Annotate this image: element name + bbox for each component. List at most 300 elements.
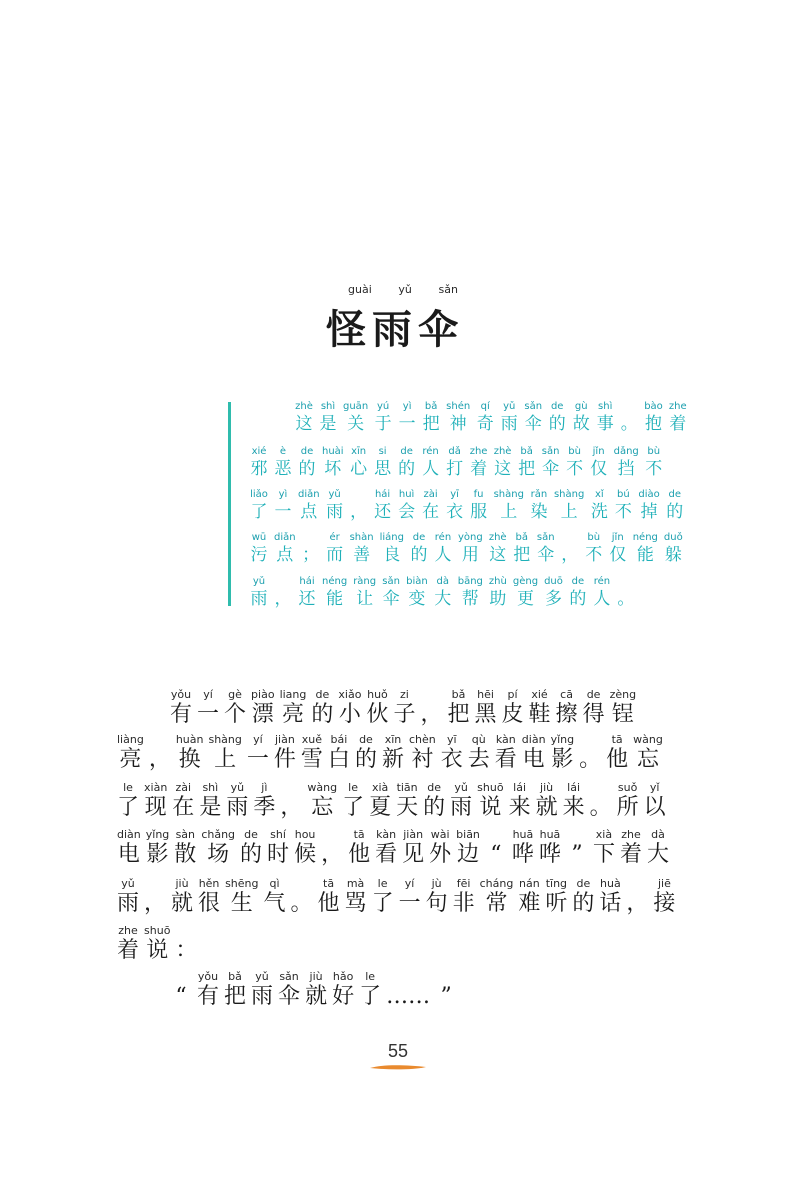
ruby-char: [583, 688, 605, 728]
hanzi-text: ，: [148, 747, 171, 772]
hanzi-text: 邪: [250, 459, 268, 479]
ruby-char: [458, 531, 483, 565]
chapter-title-pinyin: [348, 283, 458, 296]
hanzi-text: ：: [175, 938, 198, 963]
page-number: 55: [387, 1041, 409, 1061]
hanzi-text: 让: [356, 589, 374, 609]
hanzi-text: 的: [410, 545, 428, 565]
hanzi-text: 衬: [411, 747, 434, 772]
hanzi-text: 的: [423, 795, 446, 820]
ruby-char: [590, 445, 608, 479]
ruby-char: [420, 688, 442, 728]
ruby-char: [569, 575, 587, 609]
hanzi-text: 上: [500, 502, 518, 522]
pinyin-text: dà: [651, 828, 665, 841]
hanzi-text: 看: [494, 747, 517, 772]
pinyin-text: de: [668, 489, 681, 500]
ruby-char: [644, 400, 663, 434]
pinyin-text: jiù: [309, 970, 323, 983]
hanzi-text: 候: [294, 842, 317, 867]
ruby-char: [470, 445, 488, 479]
ruby-char: [197, 688, 219, 728]
pinyin-text: huā: [539, 828, 561, 841]
ruby-char: [422, 400, 440, 434]
ruby-char: [529, 688, 551, 728]
pinyin-text: huài: [322, 446, 344, 457]
pinyin-text: shàng: [553, 489, 585, 500]
title-pinyin-syllable: yǔ: [398, 283, 412, 296]
ruby-char: [539, 828, 561, 868]
ruby-char: [345, 877, 367, 917]
pinyin-text: zài: [423, 489, 438, 500]
hanzi-text: 雨: [117, 891, 140, 916]
pinyin-text: yī: [446, 733, 457, 746]
ruby-char: [399, 877, 421, 917]
ruby-char: [175, 924, 197, 964]
pinyin-text: xīn: [384, 733, 402, 746]
pinyin-text: qí: [480, 401, 490, 412]
hanzi-text: 。: [589, 795, 612, 820]
ruby-char: [556, 688, 578, 728]
pinyin-text: le: [348, 781, 358, 794]
ruby-char: [280, 781, 302, 821]
hanzi-text: 锃: [611, 702, 634, 727]
hanzi-text: 良: [383, 545, 401, 565]
hanzi-text: 伞: [542, 459, 560, 479]
hanzi-text: 夏: [369, 795, 392, 820]
hanzi-text: 奇: [476, 414, 494, 434]
hanzi-text: 衣: [446, 502, 464, 522]
pinyin-text: de: [359, 733, 373, 746]
ruby-char: [590, 781, 612, 821]
hanzi-text: 他: [317, 891, 340, 916]
ruby-char: [294, 828, 316, 868]
ruby-char: [225, 877, 258, 917]
ruby-char: [593, 575, 611, 609]
ruby-char: [626, 877, 648, 917]
hanzi-text: 气: [263, 891, 286, 916]
pinyin-text: yú: [377, 401, 390, 412]
hanzi-text: 人: [593, 589, 611, 609]
ruby-char: [319, 400, 337, 434]
pinyin-text: de: [300, 446, 314, 457]
pinyin-text: shì: [320, 401, 336, 412]
hanzi-text: 大: [646, 842, 669, 867]
hanzi-text: 天: [396, 795, 419, 820]
hanzi-text: 挡: [617, 459, 635, 479]
hanzi-text: 上: [560, 502, 578, 522]
ruby-char: [435, 970, 457, 1010]
ruby-char: [224, 970, 246, 1010]
ruby-char: [380, 531, 404, 565]
ruby-char: [250, 488, 268, 522]
hanzi-text: 看: [375, 842, 398, 867]
hanzi-text: “: [490, 842, 502, 867]
hanzi-text: 污: [250, 545, 268, 565]
pinyin-text: huǒ: [367, 688, 388, 701]
hanzi-text: 见: [402, 842, 425, 867]
ruby-char: [305, 970, 327, 1010]
ruby-char: [554, 488, 584, 522]
hanzi-text: 一: [398, 891, 421, 916]
ruby-char: [512, 828, 534, 868]
pinyin-text: mà: [346, 877, 365, 890]
hanzi-text: 的: [548, 414, 566, 434]
pinyin-text: [350, 488, 368, 502]
pinyin-text: liang: [279, 688, 307, 701]
hanzi-text: 。: [579, 747, 602, 772]
story-line: [117, 877, 680, 917]
intro-accent-bar: [228, 402, 231, 606]
hanzi-text: 白: [327, 747, 350, 772]
pinyin-text: xiàn: [144, 781, 168, 794]
pinyin-text: [149, 733, 171, 747]
pinyin-text: zèng: [609, 688, 637, 701]
ruby-char: [422, 445, 440, 479]
ruby-char: [513, 575, 538, 609]
hanzi-text: 人: [422, 459, 440, 479]
pinyin-text: liáng: [379, 532, 404, 543]
pinyin-text: zài: [175, 781, 192, 794]
ruby-char: [144, 924, 170, 964]
pinyin-text: tā: [323, 877, 335, 890]
hanzi-text: 躲: [664, 545, 682, 565]
hanzi-text: 恶: [274, 459, 292, 479]
hanzi-text: 服: [470, 502, 488, 522]
hanzi-text: 就: [171, 891, 194, 916]
story-line: [117, 733, 668, 773]
ruby-char: [585, 531, 603, 565]
pinyin-text: [420, 688, 442, 702]
pinyin-text: hǎo: [332, 970, 354, 983]
hanzi-text: 他: [606, 747, 629, 772]
ruby-char: [144, 781, 167, 821]
ruby-char: [172, 781, 194, 821]
ruby-char: [386, 970, 430, 1010]
ruby-char: [250, 575, 268, 609]
hanzi-text: 件: [273, 747, 296, 772]
ruby-char: [374, 445, 392, 479]
hanzi-text: 来: [562, 795, 585, 820]
ruby-char: [278, 970, 300, 1010]
pinyin-text: nán: [519, 877, 540, 890]
pinyin-text: shuō: [144, 924, 171, 937]
ruby-char: [610, 688, 637, 728]
ruby-char: [633, 733, 663, 773]
hanzi-text: 擦: [555, 702, 578, 727]
hanzi-text: 好: [332, 984, 355, 1009]
ruby-char: [208, 733, 241, 773]
pinyin-text: duō: [544, 576, 563, 587]
pinyin-text: wū: [251, 532, 267, 543]
ruby-char: [332, 970, 354, 1010]
hanzi-text: 事: [596, 414, 614, 434]
pinyin-text: xīn: [351, 446, 367, 457]
hanzi-text: 外: [429, 842, 452, 867]
pinyin-text: [626, 877, 648, 891]
hanzi-text: 雨: [450, 795, 473, 820]
hanzi-text: 关: [347, 414, 365, 434]
hanzi-text: 伙: [366, 702, 389, 727]
ruby-char: [545, 877, 567, 917]
hanzi-text: 影: [146, 842, 169, 867]
hanzi-text: 季: [253, 795, 276, 820]
hanzi-text: 点: [300, 502, 318, 522]
hanzi-text: 常: [485, 891, 508, 916]
pinyin-text: jù: [431, 877, 442, 890]
hanzi-text: 掉: [640, 502, 658, 522]
hanzi-text: 这: [494, 459, 512, 479]
hanzi-text: ，: [274, 589, 292, 609]
ruby-char: [382, 733, 404, 773]
pinyin-text: tā: [611, 733, 623, 746]
hanzi-text: 黑: [474, 702, 497, 727]
hanzi-text: ；: [302, 545, 320, 565]
pinyin-text: wàng: [633, 733, 663, 746]
hanzi-text: 边: [457, 842, 480, 867]
ruby-char: [398, 488, 416, 522]
ruby-char: [117, 781, 139, 821]
pinyin-text: chèn: [408, 733, 436, 746]
pinyin-text: gèng: [512, 576, 539, 587]
hanzi-text: 心: [350, 459, 368, 479]
ruby-char: [458, 575, 483, 609]
hanzi-text: 亮: [281, 702, 304, 727]
ruby-char: [251, 688, 275, 728]
hanzi-text: “: [175, 984, 187, 1009]
hanzi-text: 来: [508, 795, 531, 820]
pinyin-text: bù: [568, 446, 581, 457]
pinyin-text: è: [279, 446, 287, 457]
pinyin-text: lái: [513, 781, 526, 794]
pinyin-text: jiàn: [403, 828, 424, 841]
pinyin-text: diǎn: [274, 532, 296, 543]
pinyin-text: cháng: [479, 877, 514, 890]
ruby-char: [359, 970, 381, 1010]
ruby-char: [198, 877, 220, 917]
ruby-char: [355, 733, 377, 773]
hanzi-text: 仅: [609, 545, 627, 565]
hanzi-text: 忘: [311, 795, 334, 820]
hanzi-text: 雨: [250, 589, 268, 609]
story-line: [117, 781, 671, 821]
pinyin-text: bú: [617, 489, 630, 500]
pinyin-text: de: [244, 828, 258, 841]
ruby-char: [609, 531, 627, 565]
hanzi-text: 个: [224, 702, 247, 727]
ruby-char: [274, 575, 292, 609]
ruby-char: [224, 688, 246, 728]
pinyin-text: shuō: [477, 781, 504, 794]
pinyin-text: [579, 733, 601, 747]
pinyin-text: zi: [400, 688, 409, 701]
pinyin-text: xuě: [301, 733, 323, 746]
ruby-char: [617, 575, 635, 609]
hanzi-text: 说: [146, 938, 169, 963]
pinyin-text: gù: [574, 401, 588, 412]
hanzi-text: 一: [274, 502, 292, 522]
hanzi-text: 了: [250, 502, 268, 522]
ruby-char: [326, 531, 344, 565]
hanzi-text: 打: [446, 459, 464, 479]
ruby-char: [494, 488, 524, 522]
ruby-char: [298, 488, 320, 522]
ruby-char: [446, 400, 470, 434]
hanzi-text: 鞋: [528, 702, 551, 727]
ruby-char: [326, 488, 344, 522]
intro-line: [250, 575, 680, 609]
ruby-char: [274, 733, 296, 773]
ruby-char: [477, 781, 503, 821]
hanzi-text: 皮: [501, 702, 524, 727]
pinyin-text: de: [576, 877, 591, 890]
hanzi-text: 哗: [511, 842, 534, 867]
pinyin-text: yòng: [457, 532, 483, 543]
hanzi-text: 场: [207, 842, 230, 867]
pinyin-text: yì: [402, 401, 412, 412]
pinyin-text: hái: [299, 576, 315, 587]
pinyin-text: bǎ: [515, 532, 528, 543]
pinyin-text: dà: [436, 576, 449, 587]
pinyin-text: [386, 970, 430, 984]
pinyin-text: yī: [450, 489, 459, 500]
ruby-char: [274, 445, 292, 479]
hanzi-text: 伞: [524, 414, 542, 434]
ruby-char: [410, 531, 428, 565]
pinyin-text: xié: [251, 446, 267, 457]
pinyin-text: si: [378, 446, 387, 457]
ruby-char: [253, 781, 275, 821]
pinyin-text: [144, 877, 166, 891]
pinyin-text: [435, 970, 457, 984]
hanzi-text: 下: [592, 842, 615, 867]
hanzi-text: 。: [620, 414, 638, 434]
hanzi-text: 助: [489, 589, 507, 609]
pinyin-text: yí: [253, 733, 263, 746]
pinyin-text: yǐng: [145, 828, 170, 841]
ruby-char: [645, 445, 663, 479]
pinyin-text: [280, 781, 302, 795]
hanzi-text: 很: [198, 891, 221, 916]
intro-line: [250, 488, 684, 522]
hanzi-text: 时: [267, 842, 290, 867]
pinyin-text: zhe: [118, 924, 138, 937]
hanzi-text: 骂: [344, 891, 367, 916]
pinyin-text: hēi: [477, 688, 494, 701]
ruby-char: [267, 828, 289, 868]
ruby-char: [328, 733, 350, 773]
hanzi-text: 不: [645, 459, 663, 479]
ruby-char: [318, 877, 340, 917]
ruby-char: [144, 877, 166, 917]
hanzi-text: 一: [197, 702, 220, 727]
pinyin-text: de: [400, 446, 413, 457]
story-line: [170, 688, 641, 728]
ruby-char: [366, 688, 388, 728]
hanzi-text: 思: [374, 459, 392, 479]
ruby-char: [518, 877, 540, 917]
hanzi-text: 了: [371, 891, 394, 916]
hanzi-text: 善: [353, 545, 371, 565]
ruby-char: [644, 781, 666, 821]
pinyin-text: kàn: [495, 733, 516, 746]
hanzi-text: 有: [170, 702, 193, 727]
hanzi-text: 是: [199, 795, 222, 820]
hanzi-text: 。: [290, 891, 313, 916]
ruby-char: [251, 970, 273, 1010]
hanzi-text: 伞: [382, 589, 400, 609]
hanzi-text: 他: [348, 842, 371, 867]
pinyin-text: duǒ: [663, 532, 683, 543]
pinyin-text: yí: [203, 688, 213, 701]
hanzi-text: 的: [311, 702, 334, 727]
pinyin-text: chǎng: [201, 828, 236, 841]
pinyin-text: yí: [404, 877, 415, 890]
ruby-char: [590, 488, 608, 522]
hanzi-text: 伞: [278, 984, 301, 1009]
hanzi-text: 洗: [590, 502, 608, 522]
story-line: [117, 828, 674, 868]
pinyin-text: shì: [598, 401, 613, 412]
ruby-char: [446, 488, 464, 522]
hanzi-text: 电: [522, 747, 545, 772]
pinyin-text: yǔ: [121, 877, 135, 890]
ruby-char: [480, 877, 514, 917]
hanzi-text: ……: [386, 984, 431, 1009]
hanzi-text: 着: [470, 459, 488, 479]
ruby-char: [638, 488, 659, 522]
ruby-char: [572, 877, 594, 917]
hanzi-text: 难: [518, 891, 541, 916]
pinyin-text: néng: [322, 576, 348, 587]
ruby-char: [302, 531, 320, 565]
ruby-char: [502, 688, 524, 728]
ruby-char: [599, 877, 621, 917]
pinyin-text: pí: [507, 688, 518, 701]
pinyin-text: le: [123, 781, 133, 794]
ruby-char: [664, 531, 683, 565]
ruby-char: [117, 924, 139, 964]
hanzi-text: 就: [305, 984, 328, 1009]
pinyin-text: liǎo: [250, 489, 268, 500]
hanzi-text: 了: [342, 795, 365, 820]
hanzi-text: 忘: [636, 747, 659, 772]
hanzi-text: 有: [197, 984, 220, 1009]
hanzi-text: 在: [172, 795, 195, 820]
pinyin-text: yǔ: [252, 576, 266, 587]
hanzi-text: ，: [144, 891, 167, 916]
hanzi-text: 不: [566, 459, 584, 479]
ruby-char: [518, 445, 536, 479]
pinyin-text: [561, 531, 579, 545]
pinyin-text: [274, 575, 292, 589]
hanzi-text: 听: [545, 891, 568, 916]
ruby-char: [548, 400, 566, 434]
ruby-char: [544, 575, 563, 609]
ruby-char: [250, 445, 268, 479]
ruby-char: [117, 828, 141, 868]
ruby-char: [476, 400, 494, 434]
ruby-char: [489, 531, 507, 565]
hanzi-text: 漂: [251, 702, 274, 727]
pinyin-text: rén: [593, 576, 611, 587]
pinyin-text: zhù: [488, 576, 507, 587]
intro-line: [250, 531, 683, 565]
pinyin-text: xià: [595, 828, 613, 841]
pinyin-text: ér: [329, 532, 340, 543]
pinyin-text: yǒu: [170, 688, 192, 701]
pinyin-text: fu: [473, 489, 484, 500]
